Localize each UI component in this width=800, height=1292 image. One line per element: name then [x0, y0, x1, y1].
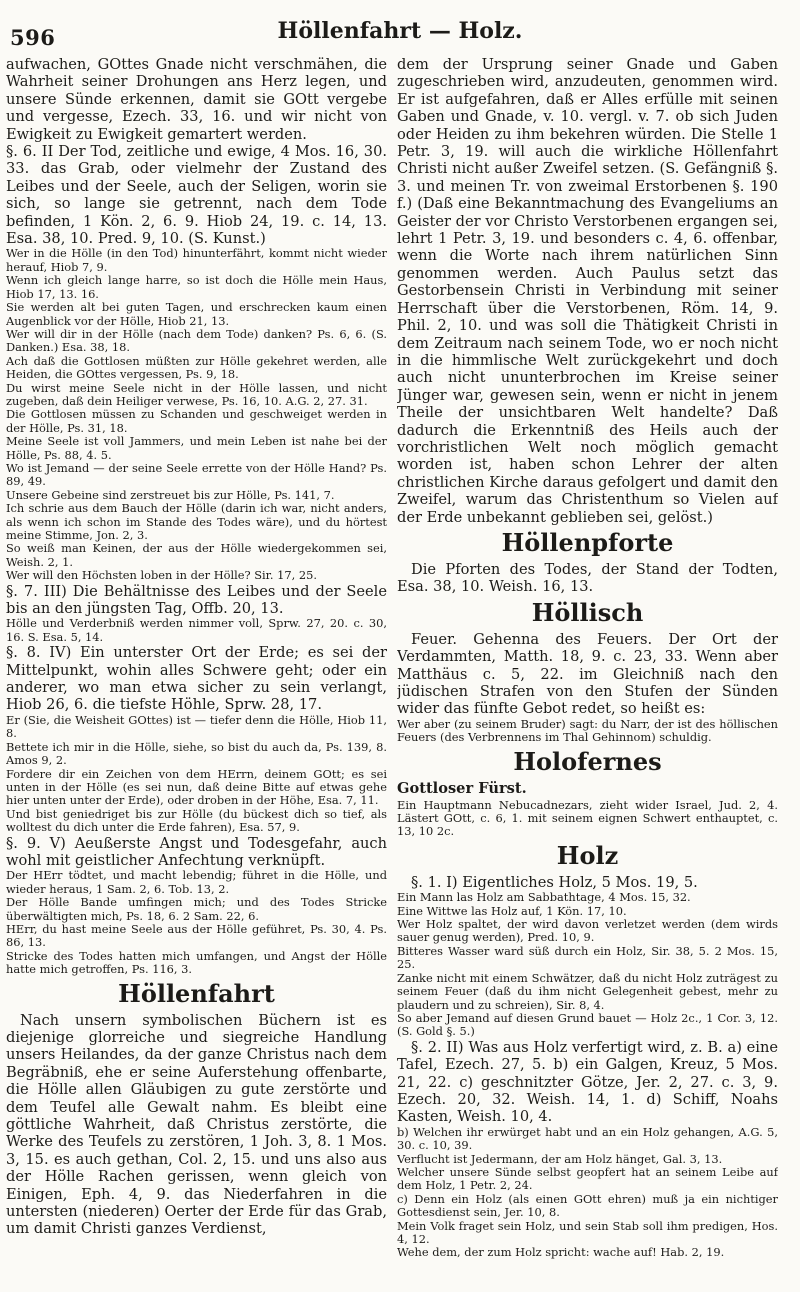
citation: Eine Wittwe las Holz auf, 1 Kön. 17, 10.: [397, 903, 627, 918]
entry-heading: Holofernes: [513, 746, 662, 776]
citation: Sie werden alt bei guten Tagen, und erschrecken kaum einen Augenblick vor der Hölle, Hiob 21, 13.: [6, 300, 387, 328]
citation: So weiß man Keinen, der aus der Hölle wiedergekommen sei, Weish. 2, 1.: [6, 541, 387, 569]
citation: Wer will den Höchsten loben in der Hölle? Sir. 17, 25.: [6, 568, 317, 583]
citation: Wehe dem, der zum Holz spricht: wache auf! Hab. 2, 19.: [397, 1245, 725, 1260]
paragraph: §. 6. II Der Tod, zeitliche und ewige, 4 Mos. 16, 30. 33. das Grab, oder vielmehr der Zustand des Leibes und der Seele, auch der Seligen, worin sie sich, so lange sie getrennt, nach dem Tode befinden, 1 Kön. 2, 6. 9. Hiob 24, 19. c. 14, 13. Esa. 38, 10. Pred. 9, 10. (S. Kunst.): [6, 143, 387, 248]
citation: Der Hölle Bande umfingen mich; und des Todes Stricke überwältigten mich, Ps. 18, 6. 2 Sam. 22, 6.: [6, 895, 387, 923]
citation: Wer in die Hölle (in den Tod) hinunterfährt, kommt nicht wieder herauf, Hiob 7, 9.: [6, 246, 387, 274]
running-title: Höllenfahrt — Holz.: [277, 18, 523, 44]
paragraph: aufwachen, GOttes Gnade nicht verschmähen, die Wahrheit seiner Drohungen ans Herz legen, und unsere Sünde erkennen, damit sie GOtt vergebe und vergesse, Ezech. 33, 16. und wir nicht von Ewigkeit zu Ewigkeit gemartert werden.: [6, 56, 387, 143]
paragraph: §. 2. II) Was aus Holz verfertigt wird, z. B. a) eine Tafel, Ezech. 27, 5. b) ein Galgen, Kreuz, 5 Mos. 21, 22. c) geschnitzter Götze, Jer. 2, 27. c. 3, 9. Ezech. 20, 32. Weish. 14, 1. d) Schiff, Noahs Kasten, Weish. 10, 4.: [397, 1038, 778, 1126]
entry-heading: Holz: [556, 840, 619, 870]
left-column: [6, 56, 387, 1260]
citation: Wer aber (zu seinem Bruder) sagt: du Narr, der ist des höllischen Feuers (des Verbrennens im Thal Gehinnom) schuldig.: [397, 716, 778, 745]
citation: Ach daß die Gottlosen müßten zur Hölle gekehret werden, alle Heiden, die GOttes vergessen, Ps. 9, 18.: [6, 353, 387, 382]
citation: c) Denn ein Holz (als einen GOtt ehren) muß ja ein nichtiger Gottesdienst sein, Jer. 10, 8.: [397, 1191, 778, 1220]
citation: Die Gottlosen müssen zu Schanden und geschweiget werden in der Hölle, Ps. 31, 18.: [6, 407, 387, 435]
citation: Stricke des Todes hatten mich umfangen, und Angst der Hölle hatte mich getroffen, Ps. 116, 3.: [6, 948, 387, 977]
citation: Bettete ich mir in die Hölle, siehe, so bist du auch da, Ps. 139, 8. Amos 9, 2.: [6, 739, 387, 768]
citation: Der HErr tödtet, und macht lebendig; führet in die Hölle, und wieder heraus, 1 Sam. 2, 6. Tob. 13, 2.: [6, 868, 387, 896]
citation: Welcher unsere Sünde selbst geopfert hat an seinem Leibe auf dem Holz, 1 Petr. 2, 24.: [397, 1164, 778, 1193]
paragraph: dem der Ursprung seiner Gnade und Gaben zugeschrieben wird, anzudeuten, genommen wird. Er ist aufgefahren, daß er Alles erfülle mit seinen Gaben und Gnade, v. 10. vergl. v. 7. ob sich Juden oder Heiden zu ihm bekehren würden. Die Stelle 1 Petr. 3, 19. will auch die wirkliche Höllenfahrt Christi nicht außer Zweifel setzen. (S. Gefängniß §. 3. und meinen Tr. von zweimal Erstorbenen §. 190 f.) (Daß eine Bekanntmachung des Evangeliums an Geister der vor Christo Verstorbenen ergangen sei, lehrt 1 Petr. 3, 19. und besonders c. 4, 6. offenbar, wenn die Worte nach ihrem natürlichen Sinn genommen werden. Auch Paulus setzt das Gestorbensein Christi in Verbindung mit seiner Herrschaft über die Verstorbenen, Röm. 14, 9. Phil. 2, 10. und was soll die Thätigkeit Christi in dem Zeitraum nach seinem Tode, wo er noch nicht in die himmlische Welt zurückgekehrt und doch auch nicht ununterbrochen im Kreise seiner Jünger war, gewesen sein, wenn er nicht in jenem Theile der unsichtbaren Welt handelte? Daß dadurch die Erkenntniß des Heils auch der vorchristlichen Welt noch möglich gemacht worden ist, haben schon Lehrer der alten christlichen Kirche daraus gefolgert und damit den Zweifel, warum das Christenthum so Vielen auf der Erde unbekannt geblieben sei, gelöst.): [397, 56, 778, 526]
paragraph: §. 1. I) Eigentliches Holz, 5 Mos. 19, 5.: [411, 873, 698, 891]
citation: Meine Seele ist voll Jammers, und mein Leben ist nahe bei der Hölle, Ps. 88, 4. 5.: [6, 434, 387, 462]
paragraph: Die Pforten des Todes, der Stand der Todten, Esa. 38, 10. Weish. 16, 13.: [397, 560, 778, 596]
citation: So aber Jemand auf diesen Grund bauet — Holz 2c., 1 Cor. 3, 12. (S. Gold §. 5.): [397, 1010, 778, 1039]
citation: HErr, du hast meine Seele aus der Hölle geführet, Ps. 30, 4. Ps. 86, 13.: [6, 921, 387, 950]
citation: Ein Mann las Holz am Sabbathtage, 4 Mos. 15, 32.: [397, 890, 691, 905]
citation: Und bist geniedriget bis zur Hölle (du bückest dich so tief, als wolltest du dich unter die Erde fahren), Esa. 57, 9.: [6, 806, 387, 835]
running-header: [6, 16, 778, 50]
citation: Verflucht ist Jedermann, der am Holz hänget, Gal. 3, 13.: [397, 1151, 723, 1166]
paragraph: Feuer. Gehenna des Feuers. Der Ort der Verdammten, Matth. 18, 9. c. 23, 33. Wenn aber Matthäus c. 5, 22. im Gleichniß nach den jüdischen Strafen von den Stufen der Sünden wider das fünfte Gebot redet, so heißt es:: [397, 630, 778, 718]
entry-heading: Höllisch: [531, 597, 644, 627]
citation: Er (Sie, die Weisheit GOttes) ist — tiefer denn die Hölle, Hiob 11, 8.: [6, 712, 387, 741]
citation: Ich schrie aus dem Bauch der Hölle (darin ich war, nicht anders, als wenn ich schon im Stande des Todes wäre), und du hörtest meine Stimme, Jon. 2, 3.: [6, 501, 387, 542]
page-number: 596: [10, 25, 56, 50]
entry-heading: Höllenpforte: [501, 527, 674, 557]
citation: Bitteres Wasser ward süß durch ein Holz, Sir. 38, 5. 2 Mos. 15, 25.: [397, 943, 778, 972]
citation: Zanke nicht mit einem Schwätzer, daß du nicht Holz zuträgest zu seinem Feuer (daß du ihm nicht Gelegenheit gebest, mehr zu plaudern und zu schreien), Sir. 8, 4.: [397, 970, 778, 1012]
entry-subheading: Gottloser Fürst.: [397, 779, 527, 797]
entry-heading: Höllenfahrt: [118, 978, 275, 1008]
citation: Wenn ich gleich lange harre, so ist doch die Hölle mein Haus, Hiob 17, 13. 16.: [6, 273, 387, 301]
text-columns: [6, 56, 778, 1260]
paragraph: §. 8. IV) Ein unterster Ort der Erde; es sei der Mittelpunkt, wohin alles Schwere geht; oder ein anderer, wo man etwa sicher zu sein verlangt, Hiob 26, 6. die tiefste Höhle, Sprw. 28, 17.: [6, 644, 387, 714]
citation: Wer Holz spaltet, der wird davon verletzet werden (dem wirds sauer genug werden), Pred. 10, 9.: [397, 917, 778, 945]
citation: Wo ist Jemand — der seine Seele errette von der Hölle Hand? Ps. 89, 49.: [6, 460, 387, 489]
citation: Hölle und Verderbniß werden nimmer voll, Sprw. 27, 20. c. 30, 16. S. Esa. 5, 14.: [6, 616, 387, 644]
citation: Fordere dir ein Zeichen von dem HErrn, deinem GOtt; es sei unten in der Hölle (es sei nun, daß deine Bitte auf etwas gehe hier unten unter der Erde), oder droben in der Höhe, Esa. 7, 11.: [6, 766, 387, 808]
paragraph: §. 7. III) Die Behältnisse des Leibes und der Seele bis an den jüngsten Tag, Offb. 20, 13.: [6, 582, 387, 618]
citation: Du wirst meine Seele nicht in der Hölle lassen, und nicht zugeben, daß dein Heiliger verwese, Ps. 16, 10. A.G. 2, 27. 31.: [6, 380, 387, 408]
citation: Unsere Gebeine sind zerstreuet bis zur Hölle, Ps. 141, 7.: [6, 487, 335, 502]
paragraph: Nach unsern symbolischen Büchern ist es diejenige glorreiche und siegreiche Handlung unsers Heilandes, da der ganze Christus nach dem Begräbniß, ehe er seine Auferstehung offenbarte, die Hölle allen Gläubigen zu gute zerstörte und dem Teufel alle Gewalt nahm. Es bleibt eine göttliche Wahrheit, daß Christus zerstörte, die Werke des Teufels zu zerstören, 1 Joh. 3, 8. 1 Mos. 3, 15. es auch gethan, Col. 2, 15. und uns also aus der Hölle Rachen gerissen, wenn gleich von Einigen, Eph. 4, 9. das Niederfahren in die untersten (niederen) Oerter der Erde für das Grab, um damit Christi ganzes Verdienst,: [6, 1011, 387, 1238]
citation: Wer will dir in der Hölle (nach dem Tode) danken? Ps. 6, 6. (S. Danken.) Esa. 38, 18.: [6, 326, 387, 355]
citation: Ein Hauptmann Nebucadnezars, zieht wider Israel, Jud. 2, 4. Lästert GOtt, c. 6, 1. mit seinem eignen Schwert enthauptet, c. 13, 10 2c.: [397, 797, 778, 839]
citation: b) Welchen ihr erwürget habt und an ein Holz gehangen, A.G. 5, 30. c. 10, 39.: [397, 1124, 778, 1153]
citation: Mein Volk fraget sein Holz, und sein Stab soll ihm predigen, Hos. 4, 12.: [397, 1218, 778, 1246]
right-column: [397, 56, 778, 1260]
paragraph: §. 9. V) Aeußerste Angst und Todesgefahr, auch wohl mit geistlicher Anfechtung verknüpft.: [6, 834, 387, 869]
